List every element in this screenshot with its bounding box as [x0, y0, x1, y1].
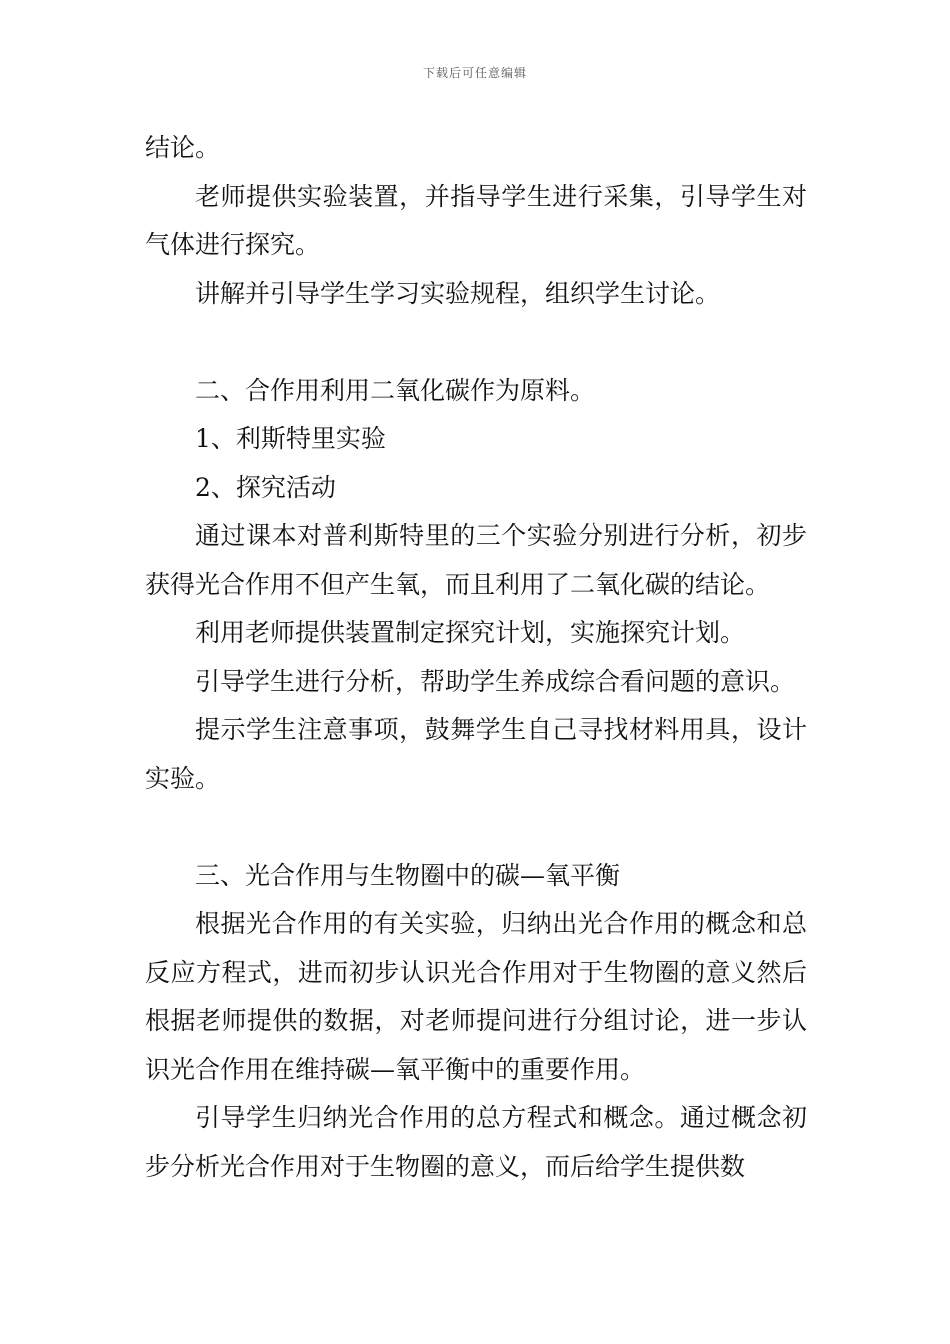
paragraph: 讲解并引导学生学习实验规程，组织学生讨论。: [195, 278, 721, 308]
paragraph: 根据光合作用的有关实验，归纳出光合作用的概念和总反应方程式，进而初步认识光合作用对于生物圈的意义然后根据老师提供的数据，对老师提问进行分组讨论，进一步认识光合作用在维持碳—氧平衡中的重要作用。: [145, 909, 807, 1084]
section-heading: 二、合作用利用二氧化碳作为原料。: [195, 375, 596, 405]
document-body: [145, 124, 807, 1191]
blank-line: [145, 803, 807, 852]
paragraph: 通过课本对普利斯特里的三个实验分别进行分析，初步获得光合作用不但产生氧，而且利用了二氧化碳的结论。: [145, 521, 807, 599]
paragraph: 结论。: [145, 133, 221, 162]
list-item: 1、利斯特里实验: [195, 424, 386, 453]
paragraph: 引导学生归纳光合作用的总方程式和概念。通过概念初步分析光合作用对于生物圈的意义，而后给学生提供数: [145, 1103, 807, 1181]
section-heading: 三、光合作用与生物圈中的碳—氧平衡: [195, 860, 621, 890]
paragraph: 提示学生注意事项，鼓舞学生自己寻找材料用具，设计实验。: [145, 715, 807, 793]
paragraph: 利用老师提供装置制定探究计划，实施探究计划。: [195, 618, 746, 647]
list-item: 2、探究活动: [195, 472, 336, 502]
page-header: 下载后可任意编辑: [422, 66, 527, 80]
blank-line: [145, 318, 807, 367]
paragraph: 引导学生进行分析，帮助学生养成综合看问题的意识。: [195, 666, 796, 696]
paragraph: 老师提供实验装置，并指导学生进行采集，引导学生对气体进行探究。: [145, 181, 807, 259]
